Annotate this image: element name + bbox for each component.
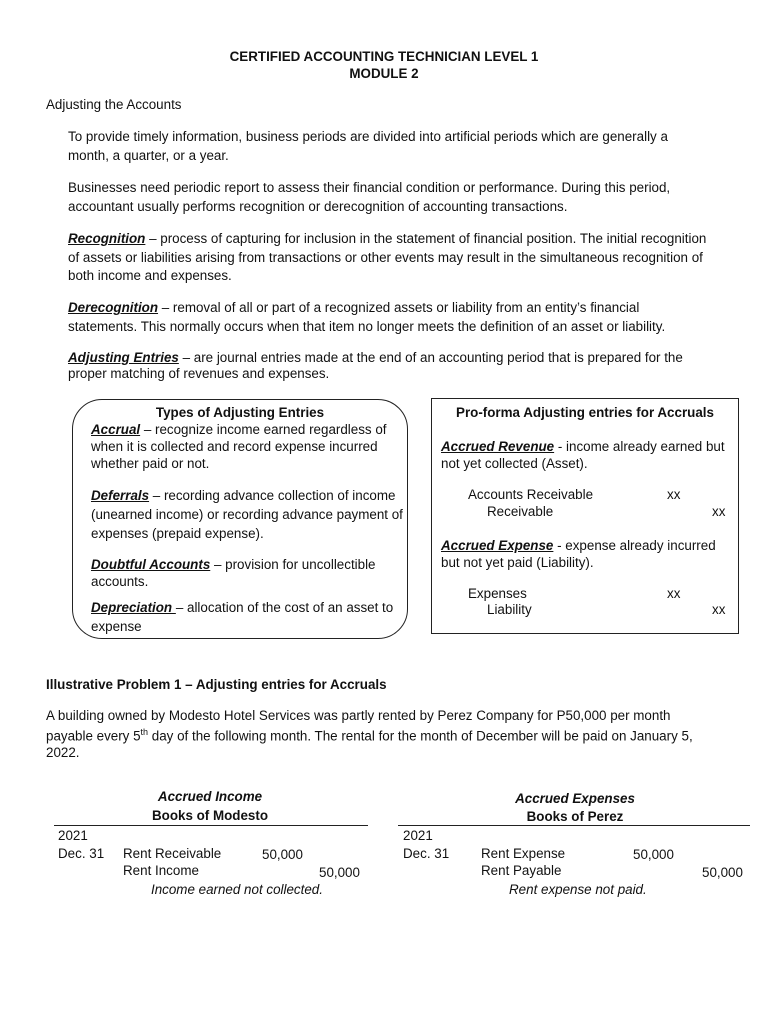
- journal-right-date: Dec. 31: [403, 846, 450, 861]
- term-accrued-revenue: Accrued Revenue: [441, 439, 555, 454]
- problem-statement: [46, 707, 696, 761]
- term-adjusting-entries: Adjusting Entries: [68, 350, 179, 365]
- recognition-definition: – process of capturing for inclusion in the statement of financial position. The initial recognition of assets or liabilities arising from transactions or other events may result in the simultaneous recognition of both income and expenses.: [68, 231, 707, 283]
- paragraph-adjusting-entries: [68, 350, 718, 382]
- types-box-title: Types of Adjusting Entries: [155, 405, 325, 420]
- term-doubtful-accounts: Doubtful Accounts: [91, 557, 211, 572]
- paragraph-recognition: [68, 230, 718, 286]
- term-depreciation: Depreciation: [91, 600, 176, 615]
- term-recognition: Recognition: [68, 231, 146, 246]
- accrual-definition: – recognize income earned regardless of when it is collected and record expense incurred whether paid or not.: [91, 422, 387, 471]
- journal-right-year: 2021: [403, 828, 433, 843]
- entry1-credit-account: Receivable: [487, 504, 554, 519]
- problem-text-part1: A building owned by Modesto Hotel Services was partly rented by Perez Company for P50,000 per month payable every 5: [46, 708, 671, 744]
- problem-heading: Illustrative Problem 1 – Adjusting entries for Accruals: [46, 677, 387, 692]
- proforma-accrued-revenue: [441, 438, 731, 472]
- types-accrual: [91, 421, 391, 472]
- journal-right-debit-amount: 50,000: [633, 847, 674, 862]
- term-derecognition: Derecognition: [68, 300, 159, 315]
- entry2-debit-amount: xx: [667, 586, 681, 601]
- journal-left-date: Dec. 31: [58, 846, 105, 861]
- term-deferrals: Deferrals: [91, 488, 150, 503]
- entry2-credit-account: Liability: [487, 602, 532, 617]
- module-subtitle: MODULE 2: [349, 66, 419, 81]
- derecognition-definition: – removal of all or part of a recognized assets or liability from an entity’s financial statements. This normally occurs when that item no longer meets the definition of an asset or liability.: [68, 300, 666, 334]
- entry2-debit-account: Expenses: [468, 586, 527, 601]
- journal-right-note: Rent expense not paid.: [509, 882, 647, 897]
- term-accrual: Accrual: [91, 422, 141, 437]
- paragraph-periods: To provide timely information, business periods are divided into artificial periods which are generally a month, a quarter, or a year.: [68, 129, 668, 163]
- doubtful-accounts-definition: – provision for uncollectible accounts.: [91, 557, 376, 589]
- journal-right-rule: [398, 825, 750, 826]
- proforma-box-title: Pro-forma Adjusting entries for Accruals: [456, 405, 714, 420]
- entry2-credit-amount: xx: [712, 602, 726, 617]
- paragraph-periodic-report: Businesses need periodic report to assess their financial condition or performance. During this period, accountant usually performs recognition or derecognition of accounting transactions.: [68, 180, 671, 214]
- journal-right-caption: Accrued Expenses: [515, 791, 635, 806]
- journal-right-debit-account: Rent Expense: [481, 846, 566, 861]
- types-deferrals: [91, 486, 407, 543]
- entry1-debit-amount: xx: [667, 487, 681, 502]
- entry1-credit-amount: xx: [712, 504, 726, 519]
- depreciation-definition: – allocation of the cost of an asset to expense: [91, 600, 394, 634]
- adjusting-entries-definition: – are journal entries made at the end of an accounting period that is prepared for the proper matching of revenues and expenses.: [68, 350, 683, 381]
- journal-left-debit-amount: 50,000: [262, 847, 303, 862]
- problem-text-part2: day of the following month. The rental for the month of December will be paid on January 5, 2022.: [46, 728, 693, 761]
- journal-right-credit-account: Rent Payable: [481, 863, 562, 878]
- journal-left-note: Income earned not collected.: [151, 882, 323, 897]
- journal-left-credit-amount: 50,000: [319, 865, 360, 880]
- journal-right-credit-amount: 50,000: [702, 865, 743, 880]
- types-doubtful-accounts: [91, 556, 401, 590]
- journal-left-credit-account: Rent Income: [123, 863, 199, 878]
- entry1-debit-account: Accounts Receivable: [468, 487, 594, 502]
- proforma-accrued-expense: [441, 537, 736, 571]
- journal-left-year: 2021: [58, 828, 88, 843]
- accrued-revenue-definition: - income already earned but not yet collected (Asset).: [441, 439, 725, 471]
- section-heading: Adjusting the Accounts: [46, 97, 182, 112]
- term-accrued-expense: Accrued Expense: [441, 538, 554, 553]
- paragraph-derecognition: [68, 299, 708, 336]
- deferrals-definition: – recording advance collection of income (unearned income) or recording advance payment of expenses (prepaid expense).: [91, 488, 403, 541]
- types-depreciation: [91, 598, 409, 636]
- problem-text-superscript: th: [140, 727, 149, 737]
- journal-left-books: Books of Modesto: [151, 808, 269, 823]
- journal-right-books: Books of Perez: [526, 809, 624, 824]
- journal-left-rule: [54, 825, 368, 826]
- journal-left-debit-account: Rent Receivable: [123, 846, 222, 861]
- accrued-expense-definition: - expense already incurred but not yet paid (Liability).: [441, 538, 716, 570]
- document-title: CERTIFIED ACCOUNTING TECHNICIAN LEVEL 1: [229, 49, 539, 64]
- journal-left-caption: Accrued Income: [157, 789, 263, 804]
